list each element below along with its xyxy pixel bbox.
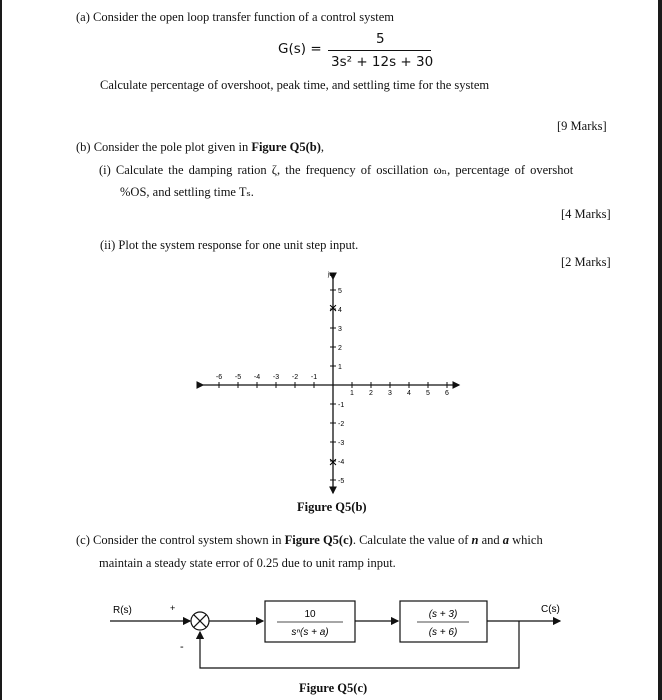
y-tick-label: 1 [338, 364, 342, 371]
tf-lhs: G(s) = [278, 41, 322, 57]
input-label: R(s) [113, 605, 132, 616]
x-tick-label: 1 [350, 390, 354, 397]
x-tick-label: -2 [291, 374, 299, 381]
x-tick-label: 6 [445, 390, 449, 397]
block-diagram [105, 595, 565, 680]
pole-marker-lower: × [328, 454, 338, 471]
tf-numerator: 5 [376, 31, 385, 47]
y-tick-label: -3 [338, 440, 345, 447]
controller-numerator: 10 [304, 609, 316, 620]
plant-numerator: (s + 3) [428, 609, 458, 620]
y-tick-label: -2 [338, 421, 345, 428]
controller-denominator: sⁿ(s + a) [291, 627, 329, 638]
part-b-intro: (b) Consider the pole plot given in Figure Q5(b), [76, 140, 325, 154]
x-tick-label: -6 [215, 374, 223, 381]
part-b-ii-marks: [2 Marks] [561, 255, 611, 269]
x-tick-label: -1 [310, 374, 318, 381]
y-tick-label: 3 [338, 326, 342, 333]
part-c-line1: (c) Consider the control system shown in Figure Q5(c). Calculate the value of n and a which [76, 533, 543, 547]
part-a-marks: [9 Marks] [557, 119, 607, 133]
x-tick-label: 5 [426, 390, 430, 397]
part-b-i-line1: (i) Calculate the damping ration ζ, the frequency of oscillation ωₙ, percentage of overshot [99, 163, 574, 177]
x-tick-label: 2 [369, 390, 373, 397]
output-label: C(s) [541, 604, 560, 615]
summing-junction [191, 612, 209, 630]
part-b-i-line2: %OS, and settling time Tₛ. [120, 185, 254, 199]
part-b-i-marks: [4 Marks] [561, 207, 611, 221]
imag-axis-label: jω [327, 272, 335, 278]
tf-fraction-bar [328, 50, 431, 51]
x-tick-label: -3 [272, 374, 280, 381]
part-a-intro: (a) Consider the open loop transfer function of a control system [76, 10, 394, 24]
y-tick-label: 4 [338, 307, 342, 314]
part-c-line2: maintain a steady state error of 0.25 due to unit ramp input. [99, 556, 396, 570]
y-tick-label: 2 [338, 345, 342, 352]
plant-denominator: (s + 6) [428, 627, 458, 638]
y-tick-label: -4 [338, 459, 345, 466]
y-tick-label: -1 [338, 402, 345, 409]
minus-sign: - [180, 641, 184, 653]
x-tick-label: -4 [253, 374, 261, 381]
x-tick-label: 4 [407, 390, 411, 397]
part-b-ii-text: (ii) Plot the system response for one unit step input. [100, 238, 359, 252]
frame-right-border [658, 0, 662, 700]
figure-q5b-caption: Figure Q5(b) [297, 500, 367, 514]
pole-marker-upper: × [328, 300, 338, 317]
figure-q5c-caption: Figure Q5(c) [299, 681, 368, 695]
pole-plot [195, 265, 475, 500]
x-tick-label: 3 [388, 390, 392, 397]
part-a-task: Calculate percentage of overshoot, peak time, and settling time for the system [100, 78, 490, 92]
frame-left-border [0, 0, 2, 700]
y-tick-label: -5 [338, 478, 345, 485]
x-tick-label: -5 [234, 374, 242, 381]
plus-sign: + [170, 603, 176, 613]
y-tick-label: 5 [338, 288, 342, 295]
tf-denominator: 3s² + 12s + 30 [331, 54, 434, 70]
